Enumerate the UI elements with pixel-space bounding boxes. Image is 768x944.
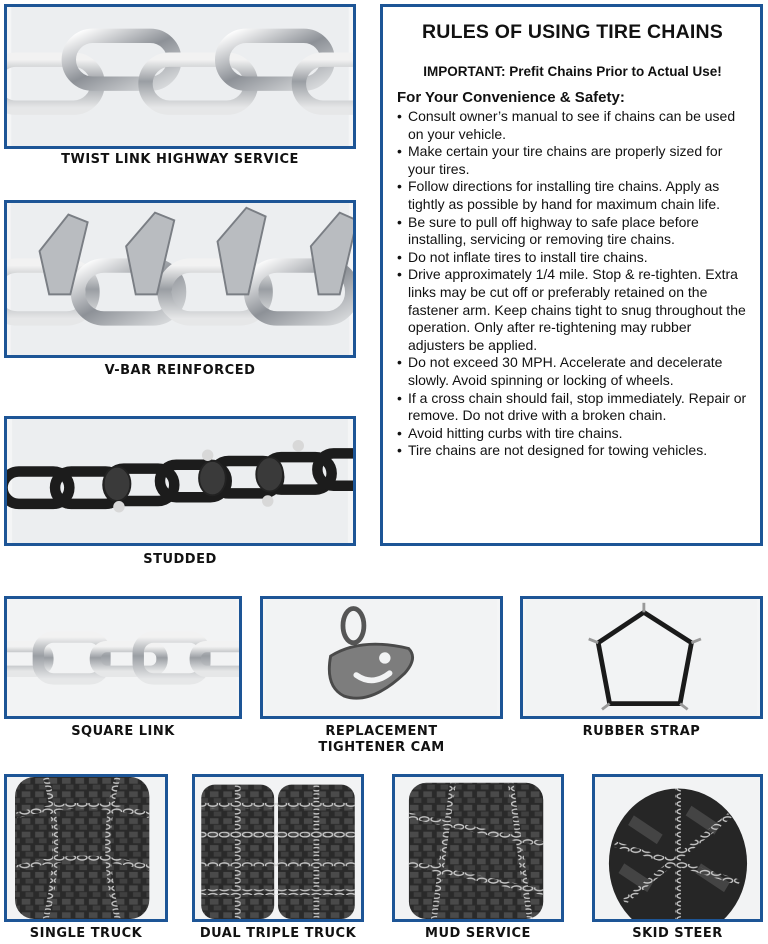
skid-steer-label: SKID STEER [632, 926, 723, 941]
rule-item: • Do not exceed 30 MPH. Accelerate and decelerate slowly. Avoid spinning or locking of wheels. [397, 354, 748, 389]
tightener-cam-label-line1: REPLACEMENT [325, 724, 438, 739]
square-link-chain-image [7, 599, 239, 716]
rules-title: RULES OF USING TIRE CHAINS [422, 21, 723, 43]
rule-item: • Consult owner’s manual to see if chains can be used on your vehicle. [397, 108, 748, 143]
studded-label: STUDDED [143, 552, 217, 567]
rules-list [397, 108, 748, 460]
mud-service-label: MUD SERVICE [425, 926, 531, 941]
studded-chain-image [7, 419, 353, 543]
tightener-cam-label-line2: TIGHTENER CAM [318, 740, 445, 755]
mud-service-tire-image [395, 777, 561, 919]
twist-link-label: TWIST LINK HIGHWAY SERVICE [61, 152, 299, 167]
dual-triple-truck-photo [192, 774, 364, 922]
v-bar-chain-image [7, 203, 353, 355]
mud-service-photo [392, 774, 564, 922]
twist-link-chain-image [7, 7, 353, 146]
single-truck-label: SINGLE TRUCK [29, 926, 143, 941]
rules-heading: For Your Convenience & Safety: [397, 89, 625, 106]
rule-item: • Drive approximately 1/4 mile. Stop & re-tighten. Extra links may be cut off or preferably retained on the fastener arm. Keep chains tight to snug throughout the operation. Only after re-tightening may rubber adjusters be applied. [397, 266, 748, 354]
v-bar-label: V-BAR REINFORCED [104, 363, 256, 378]
tightener-cam-image [263, 599, 500, 716]
skid-steer-tire-image [595, 777, 760, 919]
rule-item: • Follow directions for installing tire chains. Apply as tightly as possible by hand for maximum chain life. [397, 178, 748, 213]
rubber-strap-label: RUBBER STRAP [582, 724, 701, 739]
rules-panel [380, 4, 763, 546]
dual-triple-truck-label: DUAL TRIPLE TRUCK [199, 926, 357, 941]
square-link-photo [4, 596, 242, 719]
dual-triple-truck-tire-image [195, 777, 361, 919]
studded-photo [4, 416, 356, 546]
tightener-cam-photo [260, 596, 503, 719]
rule-item: • If a cross chain should fail, stop immediately. Repair or remove. Do not drive with a broken chain. [397, 390, 748, 425]
rule-item: • Be sure to pull off highway to safe place before installing, servicing or removing tire chains. [397, 214, 748, 249]
rule-item: • Tire chains are not designed for towing vehicles. [397, 442, 748, 460]
single-truck-tire-image [7, 777, 165, 919]
single-truck-photo [4, 774, 168, 922]
rule-item: • Avoid hitting curbs with tire chains. [397, 425, 748, 443]
rule-item: • Make certain your tire chains are properly sized for your tires. [397, 143, 748, 178]
rubber-strap-photo [520, 596, 763, 719]
skid-steer-photo [592, 774, 763, 922]
twist-link-photo [4, 4, 356, 149]
rubber-strap-image [523, 599, 760, 716]
rules-important-note: IMPORTANT: Prefit Chains Prior to Actual Use! [423, 64, 722, 79]
square-link-label: SQUARE LINK [71, 724, 175, 739]
tightener-cam-label [260, 724, 503, 756]
v-bar-photo [4, 200, 356, 358]
rule-item: • Do not inflate tires to install tire chains. [397, 249, 748, 267]
